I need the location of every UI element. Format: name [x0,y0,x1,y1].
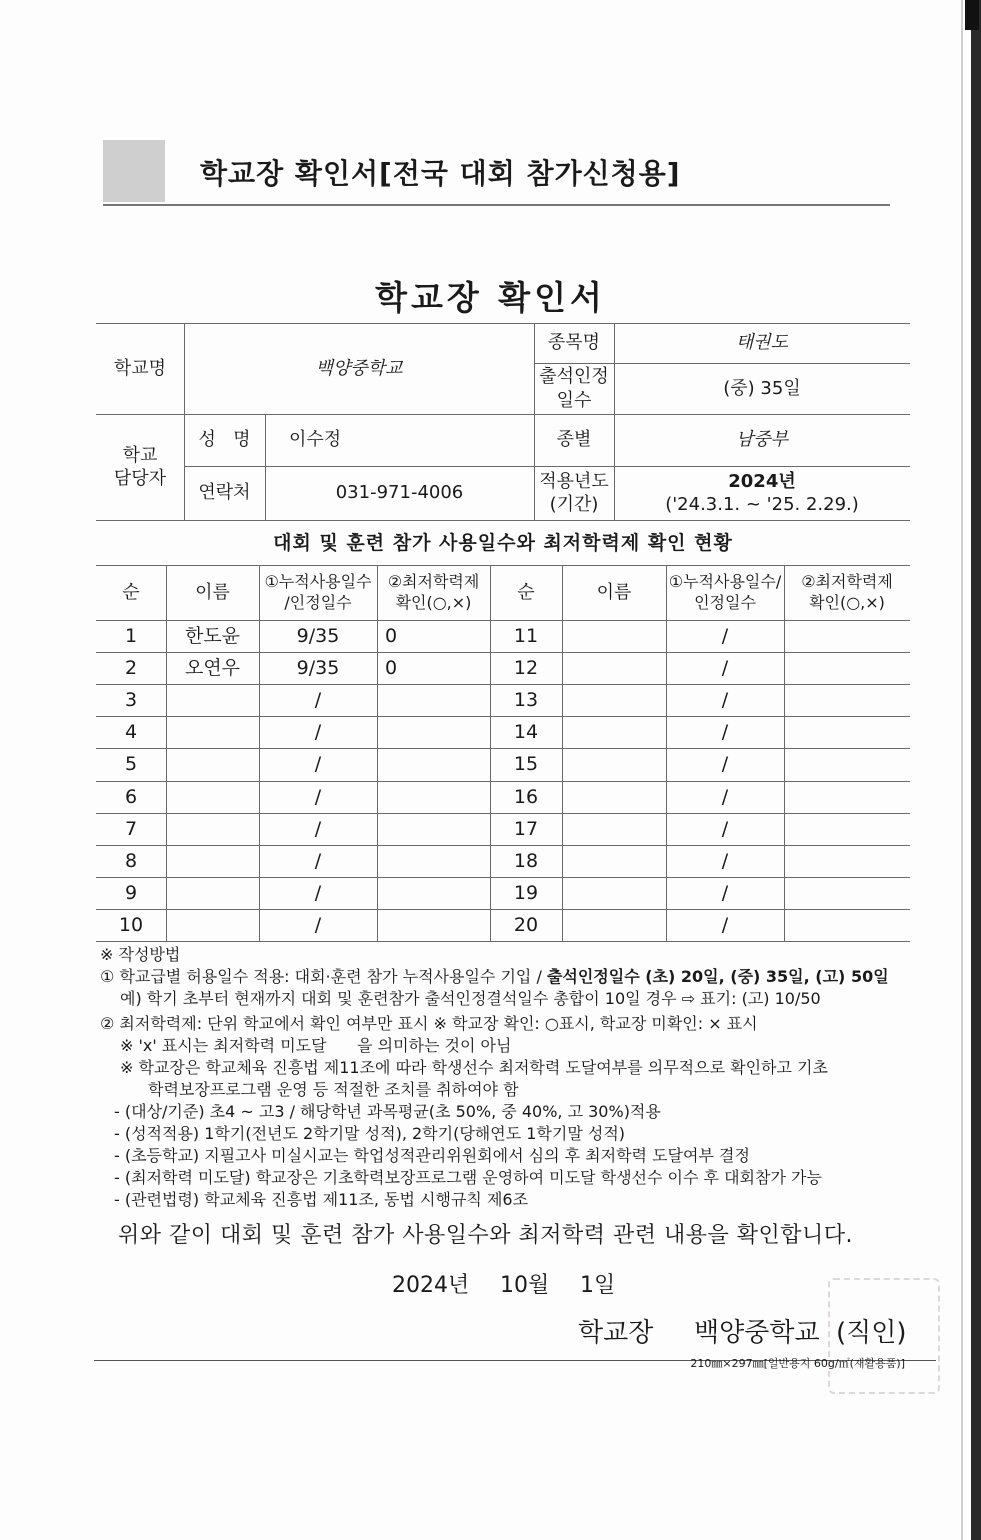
header-tab-decoration [103,140,165,202]
cell-right-min [784,845,910,877]
cell-left-min [377,684,490,716]
cell-left-min: 0 [385,624,398,647]
note-1-example: 예) 학기 초부터 현재까지 대회 및 훈련참가 출석인정결석일수 총합이 10일 경우 ⇨ 표기: (고) 10/50 [120,989,821,1008]
cell-left-min [377,781,490,813]
cell-right-days: / [721,624,729,647]
cell-left-days: 9/35 [296,656,340,679]
bullet-grades: - (성적적용) 1학기(전년도 2학기말 성적), 2학기(당해연도 1학기말 성적) [114,1124,626,1143]
col-header-name: 이름 [195,581,230,603]
cell-left-days: / [314,720,322,743]
cell-right-min [784,716,910,748]
cell-left-min [377,909,490,941]
cell-left-min [377,716,490,748]
col-header-no-right: 순 [517,581,535,603]
attendance-value: (중) 35일 [723,377,801,399]
contact-label: 연락처 [198,482,251,504]
sport-value: 태권도 [735,332,789,354]
cell-right-name [562,909,666,941]
year-label [534,466,614,520]
signer-seal: (직인) [836,1318,907,1348]
cell-right-name [562,684,666,716]
cell-right-name [562,716,666,748]
cell-right-name [562,781,666,813]
bullet-law: - (관련법령) 학교체육 진흥법 제11조, 동법 시행규칙 제6조 [114,1190,529,1209]
cell-left-no: 3 [124,688,138,711]
cell-right-name [562,748,666,780]
note-2: ② 최저학력제: 단위 학교에서 확인 여부만 표시 ※ 학교장 확인: ○표시, 학교장 미확인: × 표시 [100,1014,758,1033]
name-value: 이수정 [289,429,342,451]
col-header-days-line2: /인정일수 [284,592,352,612]
confirmation-statement: 위와 같이 대회 및 훈련 참가 사용일수와 최저학력 관련 내용을 확인합니다. [118,1223,853,1248]
cell-right-days: / [721,656,729,679]
note-4: ※ 학교장은 학교체육 진흥법 제11조에 따라 학생선수 최저학력 도달여부를 의무적으로 확인하고 기초 [120,1058,828,1077]
col-header-no: 순 [122,581,140,603]
cell-left-no: 2 [124,656,138,679]
cell-left-days: 9/35 [296,624,340,647]
cell-right-no: 14 [513,720,539,743]
contact-value: 031-971-4006 [335,482,464,504]
cell-left-min [377,845,490,877]
cell-left-no: 4 [124,720,138,743]
bullet-elementary: - (초등학교) 지필고사 미실시교는 학업성적관리위원회에서 심의 후 최저학력 도달여부 결정 [114,1146,750,1165]
col-header-min-right [784,565,910,620]
header-title: 학교장 확인서[전국 대회 참가신청용] [200,157,681,190]
col-header-min-right-line1: ②최저학력제 [801,571,893,591]
cell-right-no: 11 [513,624,539,647]
note-1 [100,966,930,988]
cell-left-days: / [314,752,322,775]
cell-left-name: 오연우 [184,656,241,679]
signer-role: 학교장 [578,1318,654,1348]
year-label-line2: (기간) [549,494,599,515]
manager-label-line1: 학교 [122,444,158,466]
cell-right-min [784,909,910,941]
cell-right-name [562,877,666,909]
paper-spec: 210㎜×297㎜[일반용지 60g/㎡(재활용품)] [690,1357,905,1370]
date-month: 10월 [500,1273,550,1298]
cell-right-no: 20 [513,913,539,936]
attendance-label-line1: 출석인정 [539,366,609,388]
cell-right-min [784,652,910,684]
school-value: 백양중학교 [315,357,403,379]
cell-right-no: 13 [513,688,539,711]
scan-edge [971,0,981,1540]
cell-right-no: 16 [513,785,539,808]
col-header-days-line1: ①누적사용일수 [264,571,372,591]
cell-left-no: 8 [124,849,138,872]
notes-heading: ※ 작성방법 [100,945,181,964]
year-value: 2024년 [728,470,796,492]
cell-right-days: / [721,720,729,743]
cell-right-min [784,877,910,909]
cell-left-name [166,781,259,813]
scan-corner-mark [965,0,979,30]
cell-right-min [784,781,910,813]
col-header-min-line2: 확인(○,×) [395,592,472,612]
note-3: ※ 'x' 표시는 최저학력 미도달 을 의미하는 것이 아님 [120,1036,512,1055]
col-header-days-right-line2: 인정일수 [694,592,756,612]
cell-left-min [377,813,490,845]
note-4-cont: 학력보장프로그램 운영 등 적절한 조치를 취하여야 함 [148,1080,519,1099]
note-1-bold: 출석인정일수 (초) 20일, (중) 35일, (고) 50일 [546,967,889,986]
cell-left-days: / [314,817,322,840]
section-title: 대회 및 훈련 참가 사용일수와 최저학력제 확인 현황 [273,532,733,554]
cell-left-name: 한도윤 [184,624,241,647]
date-year: 2024년 [392,1273,470,1298]
year-value-cell [614,466,910,520]
cell-right-days: / [721,785,729,808]
cell-left-name [166,813,259,845]
year-period: ('24.3.1. ~ '25. 2.29.) [665,494,859,515]
cell-left-days: / [314,881,322,904]
division-label: 종별 [556,429,592,451]
cell-right-no: 17 [513,817,539,840]
attendance-label [534,363,614,414]
school-label: 학교명 [113,357,167,379]
cell-left-min: 0 [385,656,398,679]
cell-left-no: 10 [118,913,144,936]
note-1-text: ① 학교급별 허용일수 적용: 대회·훈련 참가 누적사용일수 기입 / [100,967,547,986]
cell-right-days: / [721,913,729,936]
cell-right-days: / [721,849,729,872]
cell-left-name [166,909,259,941]
cell-left-days: / [314,913,322,936]
cell-left-name [166,877,259,909]
cell-left-name [166,845,259,877]
year-label-line1: 적용년도 [539,470,609,492]
cell-right-name [562,845,666,877]
cell-right-name [562,620,666,652]
cell-left-min [377,748,490,780]
bullet-target: - (대상/기준) 초4 ~ 고3 / 해당학년 과목평균(초 50%, 중 40%, 고 30%)적용 [114,1102,661,1121]
cell-right-days: / [721,752,729,775]
col-header-days-right [666,565,784,620]
cell-right-min [784,748,910,780]
cell-left-name [166,716,259,748]
cell-right-no: 15 [513,752,539,775]
cell-left-no: 7 [124,817,138,840]
col-header-min-right-line2: 확인(○,×) [809,592,885,612]
cell-left-min [377,877,490,909]
cell-left-no: 9 [124,881,138,904]
cell-left-days: / [314,688,322,711]
sport-label: 종목명 [547,332,601,354]
date-day: 1일 [580,1273,616,1298]
cell-left-name [166,748,259,780]
manager-label-line2: 담당자 [113,468,167,489]
col-header-min-line1: ②최저학력제 [387,571,480,591]
name-label: 성 명 [198,429,251,451]
cell-left-no: 6 [124,785,138,808]
cell-right-no: 12 [513,656,539,679]
bullet-below-minimum: - (최저학력 미도달) 학교장은 기초학력보장프로그램 운영하여 미도달 학생선수 이수 후 대회참가 가능 [114,1168,822,1187]
cell-left-days: / [314,849,322,872]
col-header-days-right-line1: ①누적사용일수/ [668,571,782,591]
col-header-min [377,565,490,620]
attendance-label-line2: 일수 [556,389,592,411]
scan-edge-line [961,0,963,1540]
cell-right-days: / [721,688,729,711]
document-title: 학교장 확인서 [375,278,606,317]
manager-label [96,414,184,520]
cell-right-days: / [721,817,729,840]
cell-left-name [166,684,259,716]
cell-left-no: 1 [124,624,138,647]
cell-right-name [562,813,666,845]
writing-instructions [100,944,930,1211]
cell-right-min [784,620,910,652]
col-header-name-right: 이름 [596,581,632,603]
cell-left-no: 5 [124,752,138,775]
signer-school: 백양중학교 [694,1318,820,1348]
cell-left-days: / [314,785,322,808]
cell-right-no: 19 [513,881,539,904]
cell-right-min [784,813,910,845]
col-header-days [259,565,377,620]
cell-right-days: / [721,881,729,904]
cell-right-no: 18 [513,849,539,872]
header-rule [103,204,890,206]
cell-right-min [784,684,910,716]
division-value: 남중부 [735,429,789,451]
cell-right-name [562,652,666,684]
